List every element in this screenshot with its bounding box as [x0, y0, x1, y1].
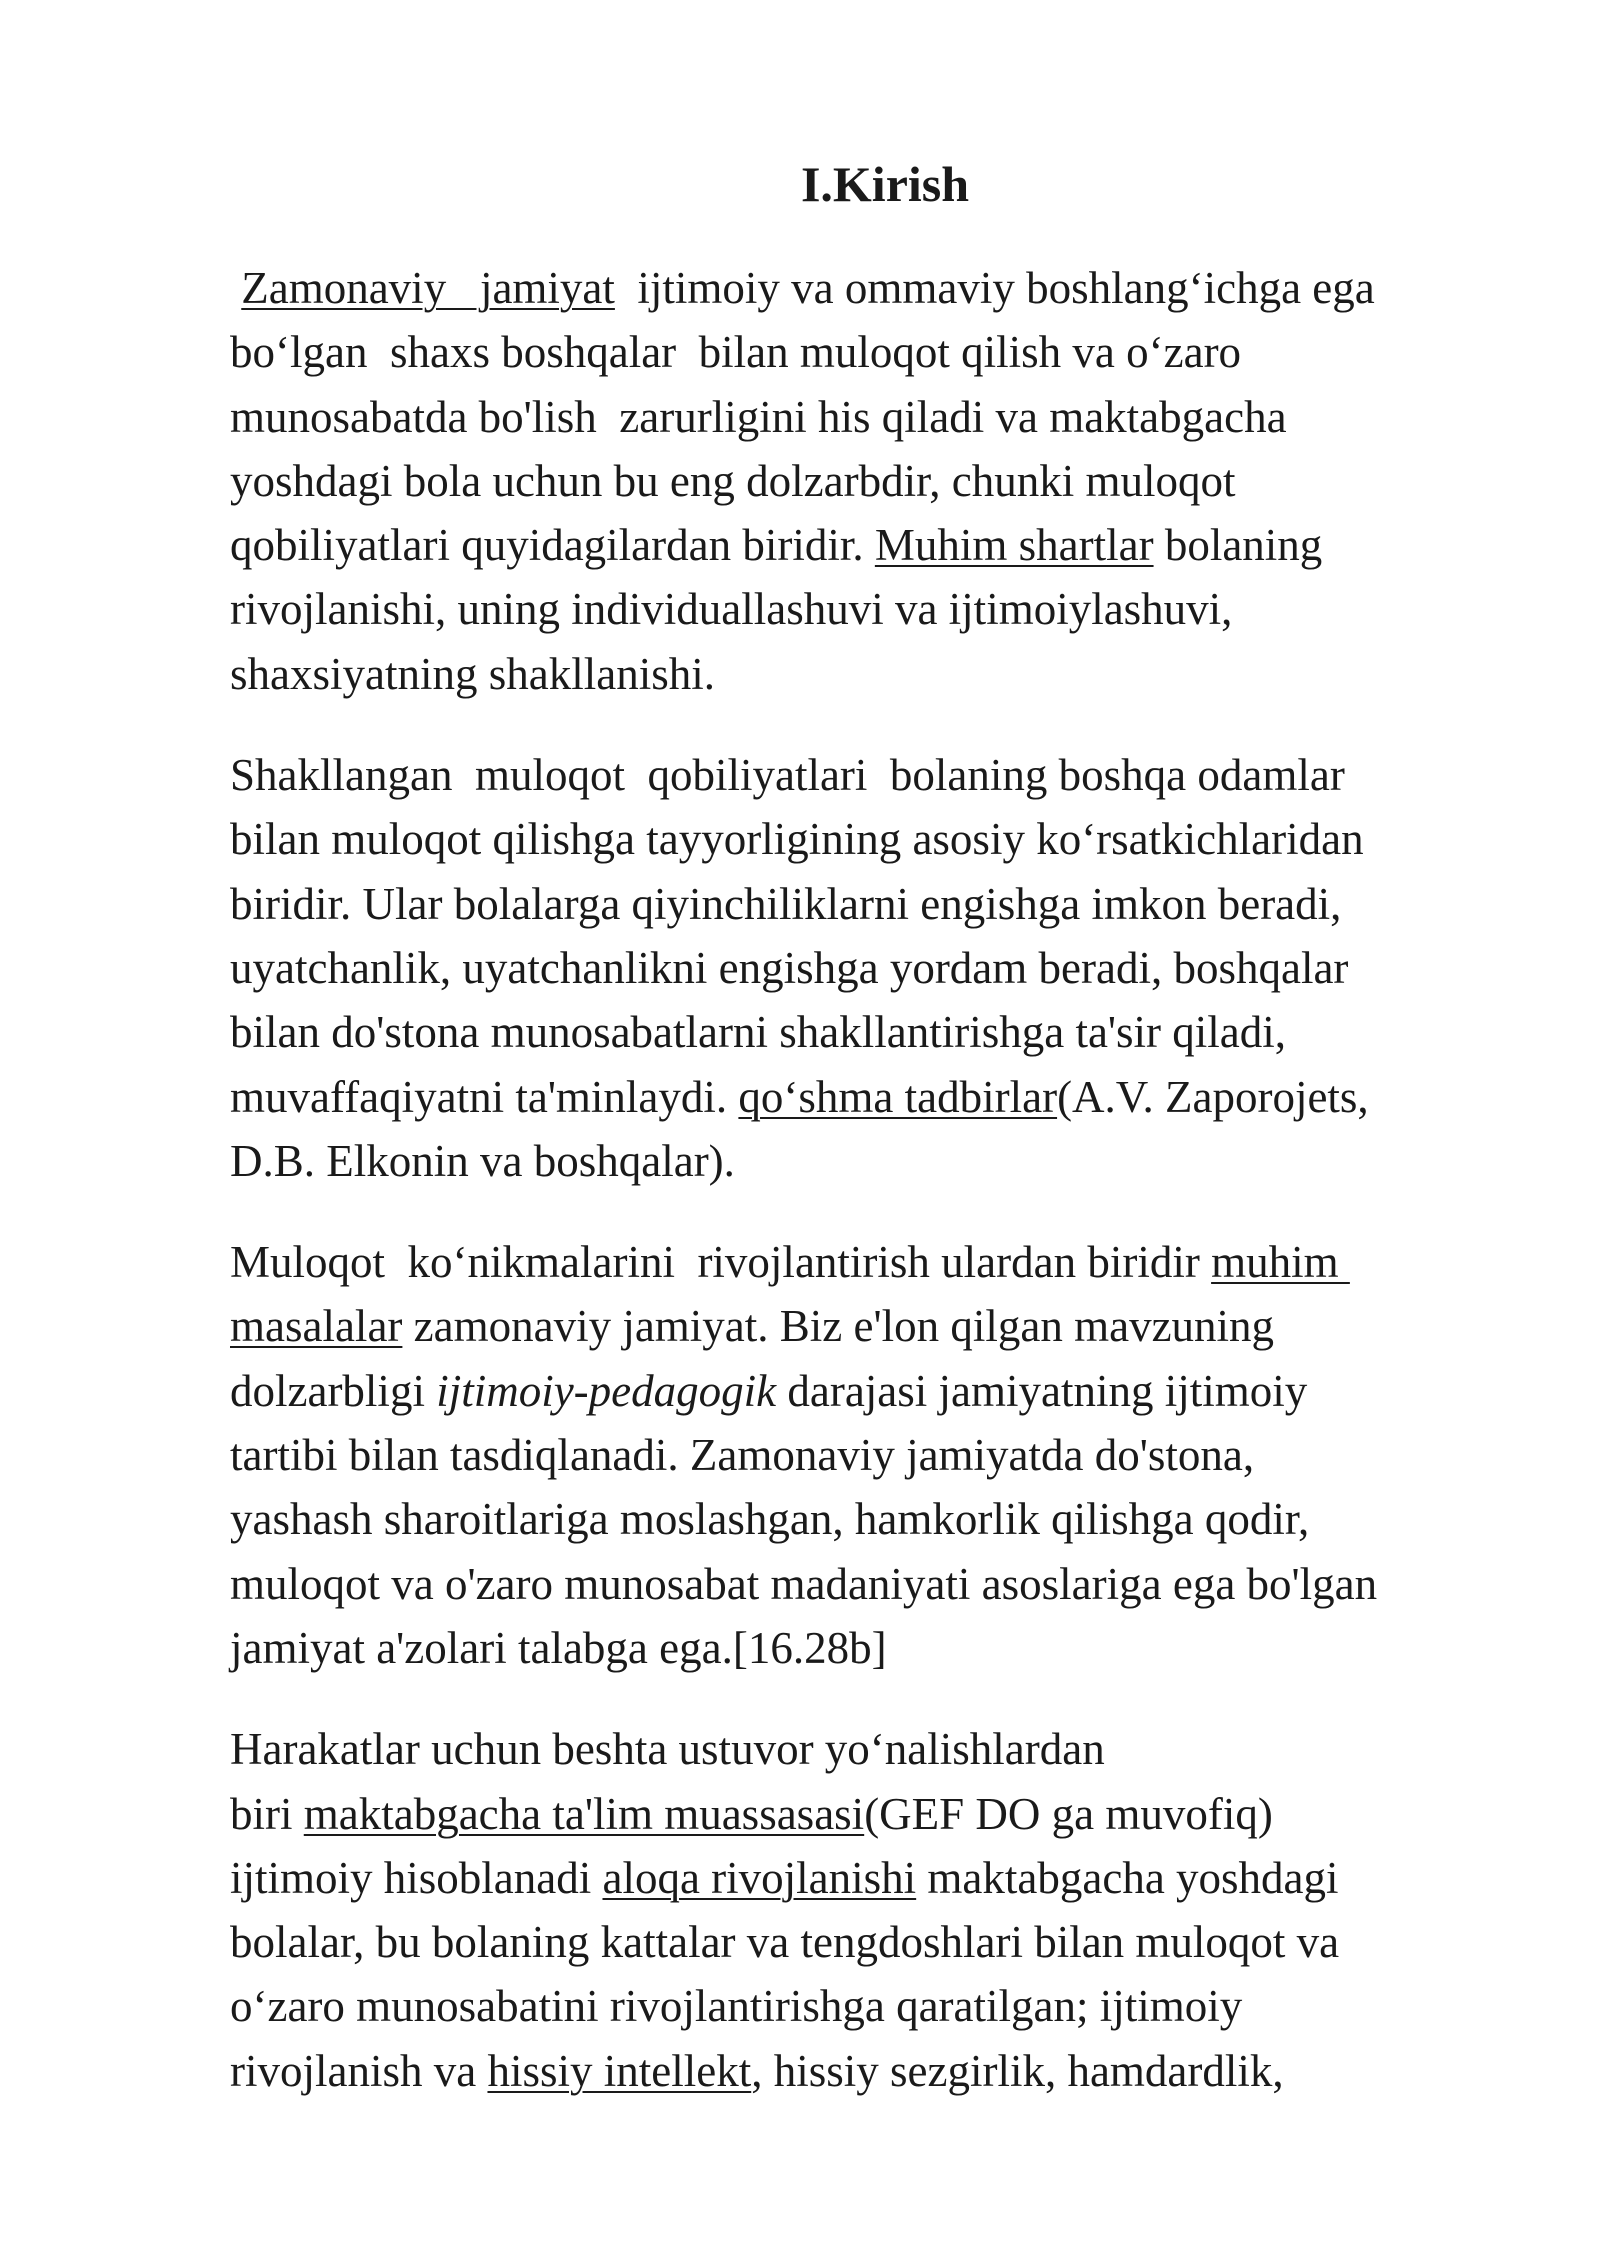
text-line	[230, 256, 1480, 320]
text-segment: maktabgacha yoshdagi	[916, 1852, 1339, 1903]
text-segment: rivojlanishi, uning individuallashuvi va ijtimoiylashuvi,	[230, 584, 1233, 635]
text-line	[230, 1487, 1480, 1551]
text-segment: bilan do'stona munosabatlarni shakllantirishga ta'sir qiladi,	[230, 1007, 1287, 1058]
text-line	[230, 577, 1480, 641]
text-segment: rivojlanish va	[230, 2045, 488, 2096]
text-line	[230, 1423, 1480, 1487]
text-segment: ijtimoiy va ommaviy boshlang‘ichga ega	[614, 263, 1375, 313]
italic-phrase: ijtimoiy-pedagogik	[436, 1365, 777, 1416]
text-segment: o‘zaro munosabatini rivojlantirishga qaratilgan; ijtimoiy	[230, 1981, 1243, 2032]
text-line	[230, 642, 1480, 706]
text-segment: qobiliyatlari quyidagilardan biridir.	[230, 520, 875, 571]
text-segment: D.B. Elkonin va boshqalar).	[230, 1135, 735, 1186]
text-segment: ijtimoiy hisoblanadi	[230, 1852, 603, 1903]
text-segment: biri	[230, 1788, 304, 1839]
text-segment: zamonaviy jamiyat. Biz e'lon qilgan mavzuning	[402, 1301, 1275, 1352]
text-segment: bo‘lgan shaxs boshqalar bilan muloqot qilish va o‘zaro	[230, 327, 1242, 378]
text-segment: bolaning	[1153, 520, 1323, 571]
text-segment: darajasi jamiyatning ijtimoiy	[776, 1365, 1308, 1416]
paragraph	[230, 256, 1480, 706]
text-segment: Muloqot ko‘nikmalarini rivojlantirish ulardan biridir	[230, 1237, 1212, 1288]
page-title: I.Kirish	[800, 156, 970, 212]
text-segment: uyatchanlik, uyatchanlikni engishga yordam beradi, boshqalar	[230, 942, 1349, 993]
underlined-phrase: hissiy intellekt	[487, 2045, 752, 2096]
underlined-phrase: maktabgacha ta'lim muassasasi	[303, 1788, 865, 1839]
text-line	[230, 385, 1480, 449]
text-segment: jamiyat a'zolari talabga ega.[16.28b]	[230, 1622, 887, 1673]
text-segment: (A.V. Zaporojets,	[1057, 1071, 1369, 1122]
text-line	[230, 1974, 1480, 2038]
text-line	[230, 743, 1480, 807]
text-segment: , hissiy sezgirlik, hamdardlik,	[751, 2045, 1284, 2096]
text-line	[230, 1230, 1480, 1294]
paragraph	[230, 743, 1480, 1193]
text-line	[230, 1129, 1480, 1193]
text-segment: Harakatlar uchun beshta ustuvor yo‘nalishlardan	[230, 1724, 1105, 1775]
text-line	[230, 1294, 1480, 1358]
text-segment: muloqot va o'zaro munosabat madaniyati asoslariga ega bo'lgan	[230, 1558, 1378, 1609]
text-line	[230, 1910, 1480, 1974]
text-line	[230, 1552, 1480, 1616]
text-segment: tartibi bilan tasdiqlanadi. Zamonaviy jamiyatda do'stona,	[230, 1430, 1255, 1481]
text-line	[230, 1782, 1480, 1846]
paragraph	[230, 1230, 1480, 1680]
text-segment: shaxsiyatning shakllanishi.	[230, 648, 715, 699]
text-line	[230, 449, 1480, 513]
text-segment: yashash sharoitlariga moslashgan, hamkorlik qilishga qodir,	[230, 1494, 1310, 1545]
underlined-phrase: Zamonaviy jamiyat	[241, 263, 615, 313]
text-segment: bilan muloqot qilishga tayyorligining asosiy ko‘rsatkichlaridan	[230, 814, 1364, 865]
paragraph	[230, 1717, 1480, 2103]
text-line	[230, 1846, 1480, 1910]
text-segment: biridir. Ular bolalarga qiyinchiliklarni engishga imkon beradi,	[230, 878, 1342, 929]
underlined-phrase: aloqa rivojlanishi	[602, 1852, 917, 1903]
text-line	[230, 320, 1480, 384]
document-body	[230, 256, 1480, 2140]
text-line	[230, 1359, 1480, 1423]
underlined-phrase: Muhim shartlar	[874, 520, 1154, 571]
underlined-phrase: qo‘shma tadbirlar	[738, 1071, 1058, 1122]
text-segment: dolzarbligi	[230, 1365, 437, 1416]
text-line	[230, 1616, 1480, 1680]
text-line	[230, 1065, 1480, 1129]
text-line	[230, 807, 1480, 871]
text-segment: yoshdagi bola uchun bu eng dolzarbdir, chunki muloqot	[230, 455, 1236, 506]
text-line	[230, 872, 1480, 936]
text-line	[230, 1000, 1480, 1064]
text-line	[230, 2039, 1480, 2103]
text-segment: (GEF DO ga muvofiq)	[864, 1788, 1273, 1839]
text-segment: Shakllangan muloqot qobiliyatlari bolaning boshqa odamlar	[230, 750, 1345, 801]
text-line	[230, 513, 1480, 577]
text-segment	[230, 263, 241, 313]
text-line	[230, 1717, 1480, 1781]
text-segment: bolalar, bu bolaning kattalar va tengdoshlari bilan muloqot va	[230, 1917, 1340, 1968]
text-line	[230, 936, 1480, 1000]
text-segment: muvaffaqiyatni ta'minlaydi.	[230, 1071, 739, 1122]
text-segment: munosabatda bo'lish zarurligini his qiladi va maktabgacha	[230, 391, 1287, 442]
underlined-phrase: masalalar	[230, 1301, 403, 1352]
underlined-phrase: muhim	[1211, 1237, 1350, 1288]
